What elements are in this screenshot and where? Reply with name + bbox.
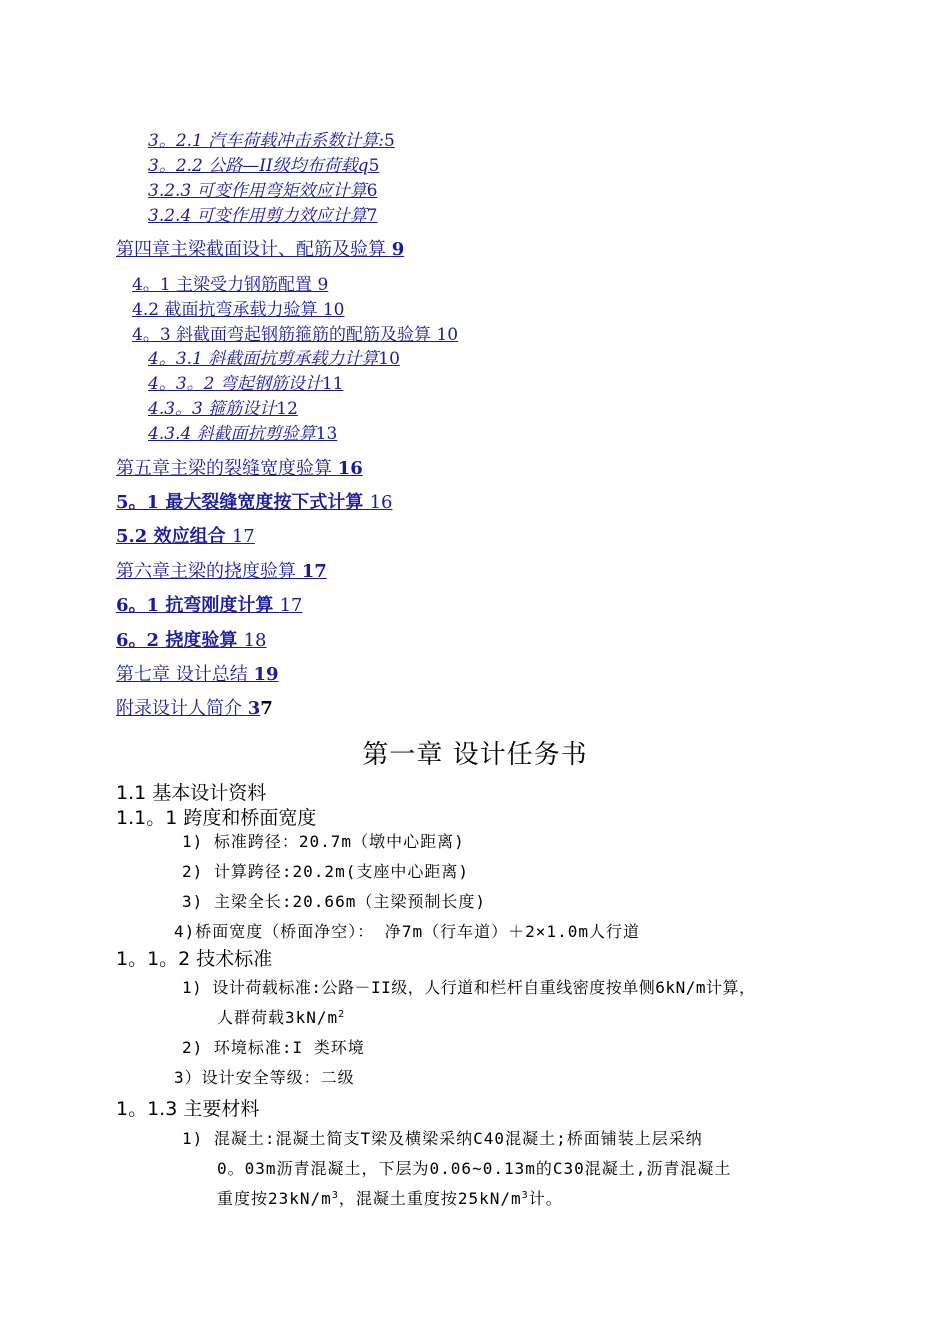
span-item-4: 4)桥面宽度（桥面净空）： 净7m（行车道）＋2×1.0m人行道: [174, 922, 640, 941]
standard-item-1-line-2: 人群荷载$3kN/m^2$: [217, 1008, 346, 1027]
toc-entry-4-3-2[interactable]: 4。3。2 弯起钢筋设计11: [148, 374, 344, 394]
toc-entry-4-1[interactable]: 4。1 主梁受力钢筋配置 9: [132, 275, 329, 295]
toc-entry-chapter-4[interactable]: 第四章主梁截面设计、配筋及验算 9: [116, 239, 405, 260]
span-item-3: 3) 主梁全长:20.66m（主梁预制长度): [182, 892, 486, 911]
material-line-3: 重度按$23kN/m^3$，混凝土重度按$25kN/m^3$计。: [217, 1189, 563, 1208]
section-heading-1-1: 1.1 基本设计资料: [116, 782, 267, 804]
section-heading-1-1-2: 1。1。2 技术标准: [116, 948, 273, 970]
chapter-title: 第一章 设计任务书: [362, 740, 588, 770]
section-heading-1-1-1: 1.1。1 跨度和桥面宽度: [116, 807, 317, 829]
toc-entry-chapter-7[interactable]: 第七章 设计总结 19: [116, 664, 279, 685]
toc-entry-5-2[interactable]: 5.2 效应组合 17: [116, 526, 255, 547]
toc-entry-chapter-6[interactable]: 第六章主梁的挠度验算 17: [116, 561, 327, 582]
toc-entry-chapter-5[interactable]: 第五章主梁的裂缝宽度验算 16: [116, 458, 363, 479]
toc-entry-4-2[interactable]: 4.2 截面抗弯承载力验算 10: [132, 300, 345, 320]
toc-entry-4-3-3[interactable]: 4.3。3 箍筋设计12: [148, 399, 298, 419]
span-item-2: 2) 计算跨径:20.2m(支座中心距离): [182, 862, 469, 881]
toc-entry-4-3[interactable]: 4。3 斜截面弯起钢筋箍筋的配筋及验算 10: [132, 325, 459, 345]
toc-entry-3-2-4[interactable]: 3.2.4 可变作用剪力效应计算7: [148, 206, 378, 226]
standard-item-1-line-1: 1) 设计荷载标准:公路－II级，人行道和栏杆自重线密度按单侧6kN/m计算，: [182, 978, 756, 997]
standard-item-2: 2) 环境标准:I 类环境: [182, 1038, 365, 1057]
toc-entry-6-1[interactable]: 6。1 抗弯刚度计算 17: [116, 595, 303, 616]
standard-item-3: 3）设计安全等级：二级: [174, 1068, 355, 1087]
toc-entry-3-2-2[interactable]: 3。2.2 公路—II级均布荷载q5: [148, 156, 380, 176]
toc-entry-3-2-3[interactable]: 3.2.3 可变作用弯矩效应计算6: [148, 181, 378, 201]
material-line-1: 1) 混凝土:混凝土简支T梁及横梁采纳C40混凝土;桥面铺装上层采纳: [182, 1129, 703, 1148]
toc-entry-6-2[interactable]: 6。2 挠度验算 18: [116, 630, 267, 651]
toc-entry-4-3-1[interactable]: 4。3.1 斜截面抗剪承载力计算10: [148, 349, 400, 369]
section-heading-1-1-3: 1。1.3 主要材料: [116, 1098, 260, 1120]
toc-entry-4-3-4[interactable]: 4.3.4 斜截面抗剪验算13: [148, 424, 338, 444]
material-line-2: 0。03m沥青混凝土，下层为0.06~0.13m的C30混凝土,沥青混凝土: [217, 1159, 732, 1178]
span-item-1: 1) 标准跨径：20.7m（墩中心距离): [182, 832, 465, 851]
toc-entry-5-1[interactable]: 5。1 最大裂缝宽度按下式计算 16: [116, 492, 393, 513]
toc-entry-3-2-1[interactable]: 3。2.1 汽车荷载冲击系数计算:5: [148, 131, 395, 151]
toc-entry-appendix[interactable]: 附录设计人简介 37: [116, 698, 273, 719]
